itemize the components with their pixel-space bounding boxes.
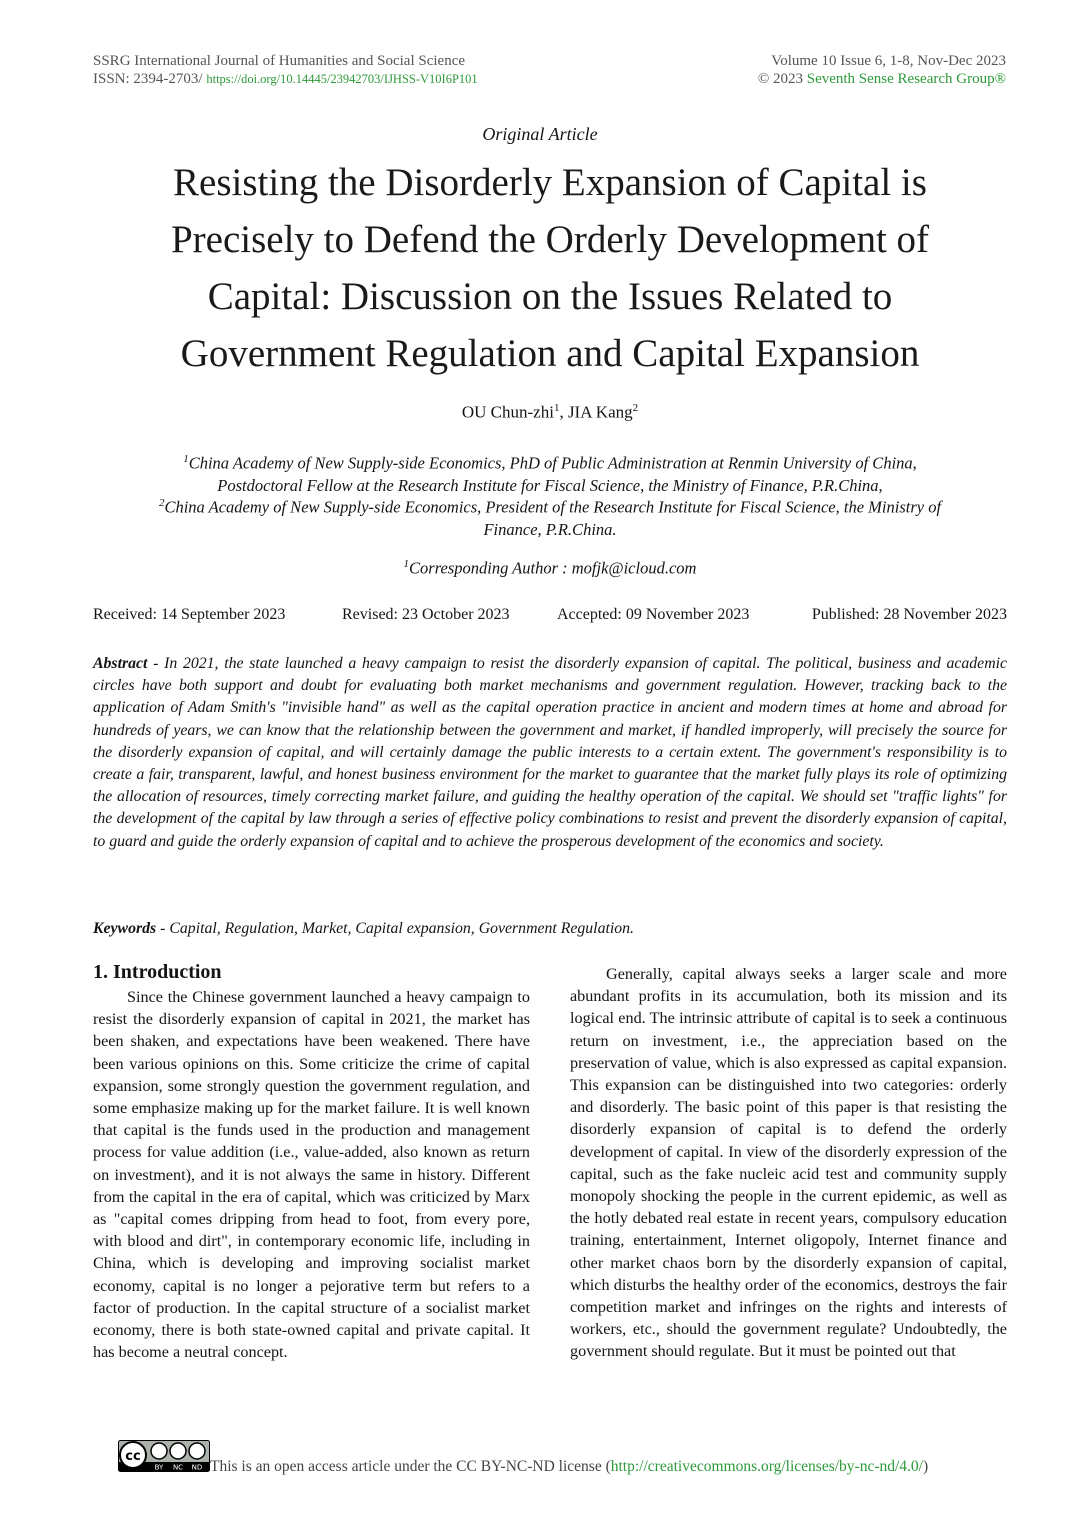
badge-cc: cc	[125, 1449, 141, 1464]
abstract-label: Abstract	[93, 655, 148, 672]
issn-line	[93, 70, 478, 88]
badge-by: BY	[154, 1463, 164, 1472]
corresponding-sup: 1	[403, 558, 410, 570]
author-sup: 2	[632, 402, 639, 414]
affiliation-text: Finance, P.R.China.	[483, 519, 617, 539]
article-type: Original Article	[482, 124, 598, 144]
author-name: OU Chun-zhi	[461, 402, 554, 422]
author-list	[0, 402, 1080, 423]
body-column-right: Generally, capital always seeks a larger scale and more abundant profits in its accumulation, both its mission and its logical end. The intrinsic attribute of capital is to seek a continuous return on investment, i.e., the appreciation based on the preservation of value, which is also expressed as capital expansion. This expansion can be distinguished into two categories: orderly and disorderly. The basic point of this paper is that resisting the disorderly expansion of capital is to defend the orderly development of capital. In view of the disorderly expression of the capital, such as the fake nucleic acid test and community supply monopoly shocking the people in the current epidemic, as well as the hotly debated real estate in recent years, compulsory education training, entertainment, Internet oligopoly, Internet finance and other market chaos born by the disorderly expansion of capital, which disturbs the healthy order of the economics, destroys the fair competition market and infringes on the rights and interests of workers, etc., should the government regulate? Undoubtedly, the government should regulate. But it must be pointed out that	[570, 965, 1007, 1361]
cc-license-badge-icon[interactable]	[118, 1440, 210, 1472]
corresponding-text: Corresponding Author : mofjk@icloud.com	[409, 558, 697, 578]
body-column-left: Since the Chinese government launched a heavy campaign to resist the disorderly expansion of capital in 2021, the market has been shaken, and expectations have been weakened. There have been various opinions on this. Some criticize the crime of capital expansion, some strongly question the government regulation, and some emphasize making up for the market failure. It is well known that capital is the funds used in the production and management process for value addition (i.e., value-added, also known as return on investment), and it is not always the same in history. Different from the capital in the era of capital, which was criticized by Marx as "capital comes dripping from head to foot, from every pore, with blood and dirt", in contemporary economic life, including in China, which is developing and improving socialist market economy, capital is no longer a pejorative term but refers to a factor of production. In the capital structure of a socialist market economy, there is both state-owned capital and private capital. It has become a neutral concept.	[93, 988, 530, 1362]
received-date: Received: 14 September 2023	[93, 606, 286, 623]
affiliation-sup: 1	[183, 453, 189, 465]
license-statement	[210, 1458, 928, 1476]
title-line: Government Regulation and Capital Expansion	[180, 332, 920, 375]
volume-info	[758, 52, 1006, 88]
published-date: Published: 28 November 2023	[811, 606, 1007, 623]
journal-name: SSRG International Journal of Humanities and Social Science	[93, 53, 466, 69]
copyright-year: © 2023	[757, 71, 807, 87]
license-url-link[interactable]: http://creativecommons.org/licenses/by-nc-nd/4.0/	[610, 1458, 923, 1475]
badge-nd: ND	[191, 1463, 203, 1472]
doi-link[interactable]: https://doi.org/10.14445/23942703/IJHSS-V10I6P101	[206, 72, 478, 86]
title-line: Capital: Discussion on the Issues Related to	[207, 275, 893, 318]
issn: ISSN: 2394-2703/	[93, 71, 203, 87]
badge-nc: NC	[172, 1463, 184, 1472]
revised-date: Revised: 23 October 2023	[342, 606, 510, 623]
affiliation-text: China Academy of New Supply-side Economics, President of the Research Institute for Fiscal Science, the Ministry of	[164, 497, 942, 517]
affiliation-line	[100, 448, 1000, 475]
corresponding-author	[0, 558, 1080, 579]
publisher-link[interactable]: Seventh Sense Research Group®	[806, 71, 1006, 87]
section-heading: 1. Introduction	[93, 961, 222, 983]
paper-title	[95, 154, 1005, 382]
affiliation-sup: 2	[158, 497, 165, 509]
author-sup: 1	[553, 402, 560, 414]
accepted-date: Accepted: 09 November 2023	[557, 606, 750, 623]
copyright-line	[758, 70, 1006, 88]
author-name: JIA Kang	[567, 402, 633, 422]
author-separator: ,	[559, 402, 568, 422]
abstract	[93, 653, 1007, 853]
journal-info	[93, 52, 478, 88]
title-line: Resisting the Disorderly Expansion of Capital is	[173, 161, 927, 204]
abstract-text: - In 2021, the state launched a heavy campaign to resist the disorderly expansion of capital. The political, business and academic circles have both support and doubt for evaluating both market mechanisms and government regulation. However, tracking back to the application of Adam Smith's "invisible hand" as well as the capital operation practice in ancient and modern times at home and abroad for hundreds of years, we can know that the relationship between the government and market, if handled improperly, will precisely the source for the disorderly expansion of capital, and will certainly damage the public interests to a certain extent. The government's responsibility is to create a fair, transparent, lawful, and honest business environment for the market to guarantee that the market fully plays its role of optimizing the allocation of resources, timely correcting market failure, and guiding the healthy operation of the capital. We should set "traffic lights" for the development of the capital by law through a series of effective policy combinations to resist and prevent the disorderly expansion of capital, to guard and guide the orderly expansion of capital and to achieve the prosperous development of the economics and society.	[93, 655, 1007, 850]
title-line: Precisely to Defend the Orderly Development of	[170, 218, 930, 261]
affiliation-text: Postdoctoral Fellow at the Research Institute for Fiscal Science, the Ministry of Finance, P.R.China,	[217, 475, 883, 495]
volume-issue: Volume 10 Issue 6, 1-8, Nov-Dec 2023	[771, 53, 1006, 69]
license-close: )	[922, 1458, 929, 1475]
affiliation-line	[100, 492, 1000, 519]
keywords-label: Keywords	[93, 920, 157, 937]
keywords-text: - Capital, Regulation, Market, Capital expansion, Government Regulation.	[156, 920, 634, 937]
license-text: This is an open access article under the CC BY-NC-ND license (	[210, 1458, 611, 1475]
keywords	[93, 920, 1007, 938]
affiliation-text: China Academy of New Supply-side Economics, PhD of Public Administration at Renmin University of China,	[188, 453, 917, 473]
affiliation-2	[100, 492, 1000, 541]
affiliation-1	[100, 448, 1000, 497]
